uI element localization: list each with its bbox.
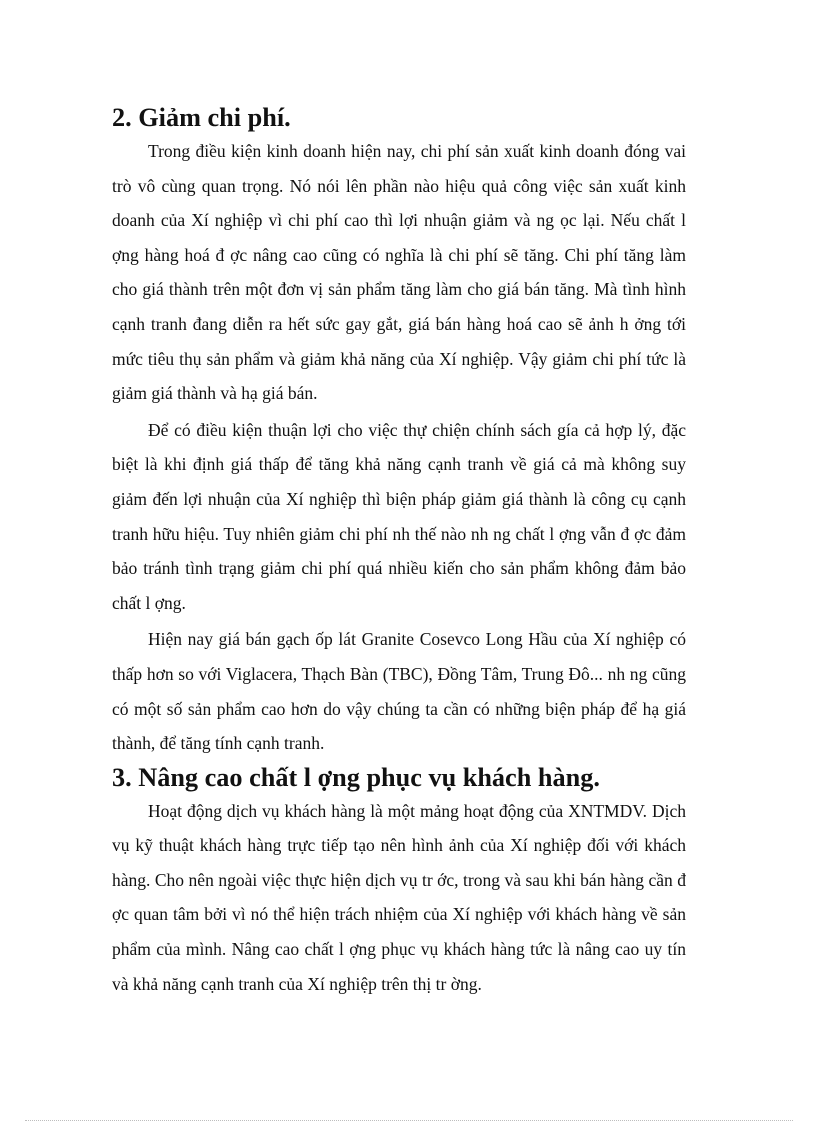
section-heading-reduce-costs: 2. Giảm chi phí. — [112, 103, 291, 132]
paragraph-price-policy: Để có điều kiện thuận lợi cho việc thự chiện chính sách gía cả hợp lý, đặc biệt là khi định giá thấp để tăng khả năng cạnh tranh về giá cả mà không suy giảm đến lợi nhuận của Xí nghiệp thì biện pháp giảm giá thành là công cụ cạnh tranh hữu hiệu. Tuy nhiên giảm chi phí nh thế nào nh ng chất l ợng vẫn đ ợc đảm bảo tránh tình trạng giảm chi phí quá nhiều kiến cho sản phẩm không đảm bảo chất l ợng. — [112, 419, 686, 613]
section-heading-customer-service: 3. Nâng cao chất l ợng phục vụ khách hàng. — [112, 762, 600, 792]
paragraph-customer-service: Hoạt động dịch vụ khách hàng là một mảng hoạt động của XNTMDV. Dịch vụ kỹ thuật khách hàng trực tiếp tạo nên hình ảnh của Xí nghiệp đối với khách hàng. Cho nên ngoài việc thực hiện dịch vụ tr ớc, trong và sau khi bán hàng cần đ ợc quan tâm bởi vì nó thể hiện trách nhiệm của Xí nghiệp với khách hàng về sản phẩm của mình. Nâng cao chất l ợng phục vụ khách hàng tức là nâng cao uy tín và khả năng cạnh tranh của Xí nghiệp trên thị tr ờng. — [112, 800, 686, 994]
page-bottom-divider — [25, 1120, 793, 1121]
paragraph-cost-importance: Trong điều kiện kinh doanh hiện nay, chi phí sản xuất kinh doanh đóng vai trò vô cùng quan trọng. Nó nói lên phần nào hiệu quả công việc sản xuất kinh doanh của Xí nghiệp vì chi phí cao thì lợi nhuận giảm và ng ọc lại. Nếu chất l ợng hàng hoá đ ợc nâng cao cũng có nghĩa là chi phí sẽ tăng. Chi phí tăng làm cho giá thành trên một đơn vị sản phẩm tăng làm cho giá bán tăng. Mà tình hình cạnh tranh đang diễn ra hết sức gay gắt, giá bán hàng hoá cao sẽ ảnh h ởng tới mức tiêu thụ sản phẩm và giảm khả năng của Xí nghiệp. Vậy giảm chi phí tức là giảm giá thành và hạ giá bán. — [112, 141, 686, 404]
document-body — [112, 101, 686, 1001]
paragraph-granite-prices: Hiện nay giá bán gạch ốp lát Granite Cosevco Long Hầu của Xí nghiệp có thấp hơn so với Viglacera, Thạch Bàn (TBC), Đồng Tâm, Trung Đô... nh ng cũng có một số sản phẩm cao hơn do vậy chúng ta cần có những biện pháp để hạ giá thành, để tăng tính cạnh tranh. — [112, 629, 686, 754]
